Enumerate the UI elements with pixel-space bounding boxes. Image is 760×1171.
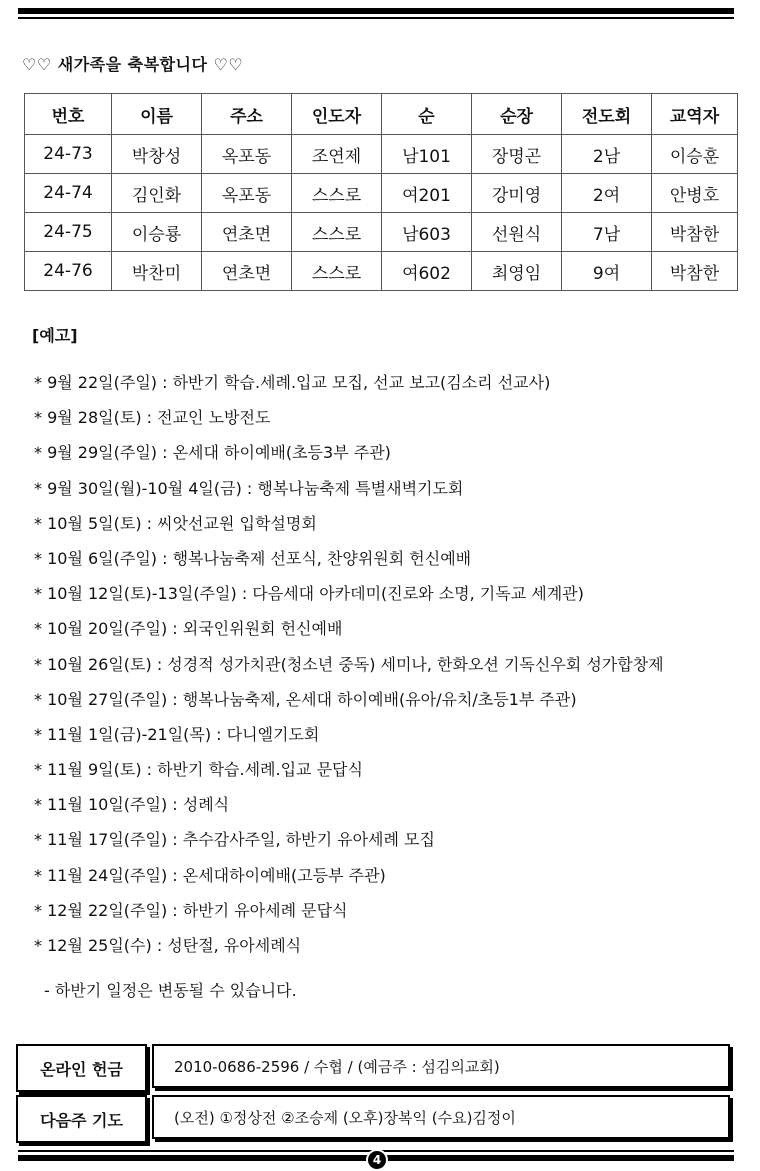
- list-item: * 11월 17일(주일) : 추수감사주일, 하반기 유아세례 모집: [34, 830, 435, 850]
- list-item: * 9월 30일(월)-10월 4일(금) : 행복나눔축제 특별새벽기도회: [34, 478, 464, 498]
- table-header-row: [25, 94, 738, 135]
- top-rule-thin: [18, 17, 734, 19]
- list-item: * 10월 6일(주일) : 행복나눔축제 선포식, 찬양위원회 헌신예배: [34, 548, 472, 568]
- table-cell: 남603: [382, 213, 472, 252]
- table-cell: 연초면: [202, 252, 292, 291]
- table-cell: 남101: [382, 135, 472, 174]
- list-item: * 10월 12일(토)-13일(주일) : 다음세대 아카데미(진로와 소명, 기독교 세계관): [34, 584, 584, 604]
- table-cell: 24-76: [25, 252, 112, 291]
- schedule-list: [34, 365, 664, 963]
- table-cell: 여201: [382, 174, 472, 213]
- list-item: * 9월 22일(주일) : 하반기 학습.세례.입교 모집, 선교 보고(김소리 선교사): [34, 373, 551, 392]
- header-cell: 순: [382, 94, 472, 135]
- table-cell: 강미영: [472, 174, 562, 213]
- table-cell: 장명곤: [472, 135, 562, 174]
- header-cell: 순장: [472, 94, 562, 135]
- list-item: * 12월 25일(수) : 성탄절, 유아세례식: [34, 936, 302, 955]
- top-rule-thick: [18, 8, 734, 14]
- list-item: * 11월 1일(금)-21일(목) : 다니엘기도회: [34, 724, 320, 744]
- table-cell: 박찬미: [112, 252, 202, 291]
- offering-value: 2010-0686-2596 / 수협 / (예금주 : 섬김의교회): [152, 1044, 730, 1088]
- table-cell: 옥포동: [202, 135, 292, 174]
- table-cell: 조연제: [292, 135, 382, 174]
- table-cell: 최영임: [472, 252, 562, 291]
- table-cell: 김인화: [112, 174, 202, 213]
- offering-label: 온라인 헌금: [16, 1044, 147, 1092]
- table-cell: 연초면: [202, 213, 292, 252]
- table-cell: 박참한: [652, 252, 738, 291]
- table-row: [25, 213, 738, 252]
- list-item: * 9월 28일(토) : 전교인 노방전도: [34, 408, 271, 428]
- table-row: [25, 135, 738, 174]
- schedule-title: [예고]: [32, 326, 78, 345]
- table-cell: 24-75: [25, 213, 112, 252]
- table-cell: 9여: [562, 252, 652, 291]
- table-cell: 스스로: [292, 213, 382, 252]
- list-item: * 11월 10일(주일) : 성례식: [34, 795, 230, 815]
- header-cell: 번호: [25, 94, 112, 135]
- table-cell: 스스로: [292, 252, 382, 291]
- list-item: * 10월 27일(주일) : 행복나눔축제, 온세대 하이예배(유아/유치/초등1부 주관): [34, 689, 577, 709]
- table-cell: 옥포동: [202, 174, 292, 213]
- schedule-note: - 하반기 일정은 변동될 수 있습니다.: [44, 981, 297, 1000]
- list-item: * 11월 24일(주일) : 온세대하이예배(고등부 주관): [34, 865, 386, 885]
- table-cell: 스스로: [292, 174, 382, 213]
- list-item: * 10월 20일(주일) : 외국인위원회 헌신예배: [34, 619, 343, 639]
- new-family-title: ♡♡ 새가족을 축복합니다 ♡♡: [22, 55, 244, 74]
- table-cell: 안병호: [652, 174, 738, 213]
- page-number: 4: [366, 1149, 388, 1171]
- prayer-value: (오전) ①정상전 ②조승제 (오후)장복익 (수요)김정이: [152, 1095, 730, 1139]
- table-cell: 박참한: [652, 213, 738, 252]
- header-cell: 인도자: [292, 94, 382, 135]
- table-cell: 24-73: [25, 135, 112, 174]
- top-rule: [18, 8, 734, 22]
- list-item: * 11월 9일(토) : 하반기 학습.세례.입교 문답식: [34, 760, 363, 780]
- table-cell: 24-74: [25, 174, 112, 213]
- header-cell: 교역자: [652, 94, 738, 135]
- new-family-table: [24, 93, 738, 291]
- table-row: [25, 252, 738, 291]
- prayer-label: 다음주 기도: [16, 1095, 147, 1143]
- table-cell: 선원식: [472, 213, 562, 252]
- header-cell: 이름: [112, 94, 202, 135]
- list-item: * 10월 26일(토) : 성경적 성가치관(청소년 중독) 세미나, 한화오션 기독신우회 성가합창제: [34, 654, 664, 674]
- list-item: * 9월 29일(주일) : 온세대 하이예배(초등3부 주관): [34, 443, 391, 463]
- table-cell: 박창성: [112, 135, 202, 174]
- table-cell: 7남: [562, 213, 652, 252]
- list-item: * 12월 22일(주일) : 하반기 유아세례 문답식: [34, 900, 348, 920]
- header-cell: 전도회: [562, 94, 652, 135]
- table-cell: 이승룡: [112, 213, 202, 252]
- table-cell: 2남: [562, 135, 652, 174]
- table-cell: 여602: [382, 252, 472, 291]
- list-item: * 10월 5일(토) : 씨앗선교원 입학설명회: [34, 513, 317, 533]
- table-cell: 2여: [562, 174, 652, 213]
- table-row: [25, 174, 738, 213]
- table-cell: 이승훈: [652, 135, 738, 174]
- header-cell: 주소: [202, 94, 292, 135]
